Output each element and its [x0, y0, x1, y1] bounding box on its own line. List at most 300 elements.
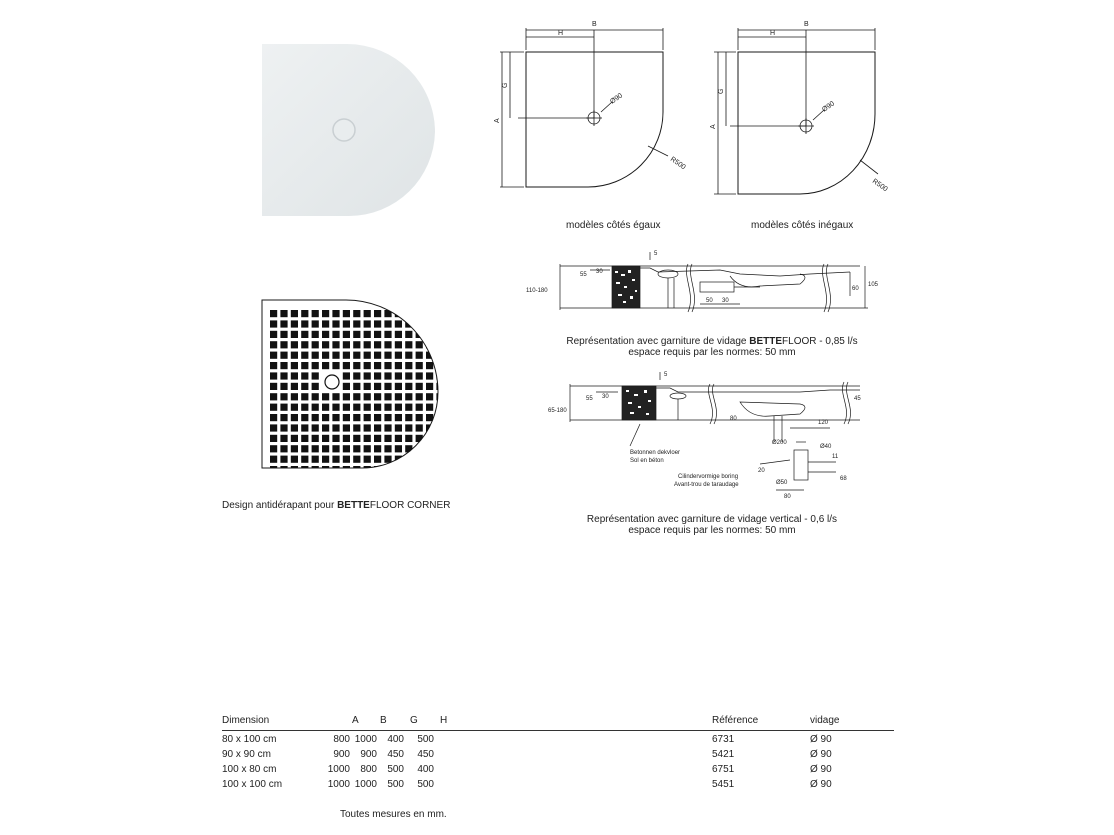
header-rule	[222, 730, 894, 731]
dim-5: 5	[664, 372, 668, 378]
antislip-square	[426, 414, 433, 421]
antislip-square	[416, 404, 423, 411]
table-cell-dimension: 90 x 90 cm	[222, 749, 271, 760]
antislip-square	[384, 320, 391, 327]
table-note: Toutes mesures en mm.	[340, 809, 447, 820]
caption-section-bettefloor: Représentation avec garniture de vidage BETTEFLOOR - 0,85 l/s espace requis par les normes: 50 mm	[566, 336, 858, 358]
antislip-square	[343, 310, 350, 317]
antislip-square	[301, 362, 308, 369]
antislip-square	[280, 372, 287, 379]
antislip-square	[291, 331, 298, 338]
antislip-square	[291, 320, 298, 327]
antislip-square	[312, 435, 319, 442]
antislip-square	[426, 383, 433, 390]
antislip-square	[332, 435, 339, 442]
antislip-square	[426, 310, 433, 317]
table-cell-a: 1000	[327, 779, 350, 790]
antislip-square	[416, 393, 423, 400]
dim-d40: Ø40	[820, 444, 832, 450]
antislip-square	[426, 372, 433, 379]
antislip-square	[436, 466, 443, 473]
antislip-square	[291, 352, 298, 359]
antislip-square	[343, 456, 350, 463]
antislip-square	[364, 435, 371, 442]
antislip-square	[426, 320, 433, 327]
antislip-square	[384, 372, 391, 379]
antislip-square	[436, 320, 443, 327]
antislip-square	[405, 341, 412, 348]
antislip-square	[395, 341, 402, 348]
dim-80b: 80	[784, 494, 791, 500]
antislip-square	[374, 383, 381, 390]
table-cell-b: 900	[360, 749, 377, 760]
antislip-square	[312, 466, 319, 473]
antislip-square	[405, 372, 412, 379]
antislip-square	[364, 320, 371, 327]
antislip-square	[332, 393, 339, 400]
dim-60: 60	[852, 286, 859, 292]
antislip-square	[270, 414, 277, 421]
plan-equal-sides	[488, 14, 698, 214]
antislip-square	[291, 435, 298, 442]
antislip-square	[301, 456, 308, 463]
antislip-square	[353, 383, 360, 390]
antislip-square	[332, 445, 339, 452]
dim-5: 5	[654, 251, 658, 257]
antislip-square	[312, 352, 319, 359]
antislip-square	[416, 320, 423, 327]
dim-radius-label: R500	[668, 155, 687, 172]
dim-g-label: G	[718, 88, 725, 94]
antislip-square	[395, 466, 402, 473]
dim-d50: Ø50	[776, 480, 788, 486]
table-cell-dimension: 80 x 100 cm	[222, 734, 277, 745]
antislip-square	[416, 341, 423, 348]
antislip-square	[436, 435, 443, 442]
antislip-square	[384, 383, 391, 390]
product-photo	[262, 44, 437, 218]
antislip-square	[374, 456, 381, 463]
antislip-square	[395, 362, 402, 369]
antislip-square	[280, 445, 287, 452]
header-reference: Référence	[712, 715, 759, 726]
antislip-square	[332, 341, 339, 348]
antislip-square	[353, 320, 360, 327]
antislip-square	[280, 456, 287, 463]
antislip-square	[416, 310, 423, 317]
dim-120: 120	[818, 420, 829, 426]
antislip-square	[364, 352, 371, 359]
antislip-square	[353, 456, 360, 463]
antislip-square	[364, 331, 371, 338]
plan-unequal-sides	[700, 14, 900, 214]
antislip-square	[270, 341, 277, 348]
antislip-square	[322, 445, 329, 452]
antislip-square	[374, 404, 381, 411]
table-cell-g: 400	[387, 734, 404, 745]
antislip-square	[312, 383, 319, 390]
drain-icon	[333, 119, 355, 141]
section-drawing-vertical	[548, 368, 870, 504]
antislip-square	[395, 445, 402, 452]
antislip-square	[353, 424, 360, 431]
antislip-square	[291, 383, 298, 390]
header-b: B	[380, 715, 387, 726]
table-cell-dimension: 100 x 100 cm	[222, 779, 283, 790]
antislip-square	[270, 445, 277, 452]
antislip-square	[291, 372, 298, 379]
antislip-square	[416, 466, 423, 473]
dim-20: 20	[758, 468, 765, 474]
antislip-square	[405, 331, 412, 338]
antislip-square	[426, 435, 433, 442]
dim-105: 105	[868, 282, 879, 288]
antislip-square	[332, 331, 339, 338]
antislip-square	[416, 352, 423, 359]
table-cell-b: 1000	[354, 779, 377, 790]
antislip-square	[384, 435, 391, 442]
antislip-square	[301, 466, 308, 473]
antislip-square	[343, 320, 350, 327]
antislip-square	[322, 404, 329, 411]
caption-unequal-sides: modèles côtés inégaux	[751, 220, 854, 231]
antislip-square	[301, 393, 308, 400]
antislip-square	[322, 341, 329, 348]
antislip-square	[312, 341, 319, 348]
antislip-square	[416, 445, 423, 452]
table-cell-reference: 5421	[712, 749, 735, 760]
antislip-square	[291, 445, 298, 452]
caption-antislip: Design antidérapant pour BETTEFLOOR CORNER	[222, 500, 451, 511]
antislip-square	[374, 435, 381, 442]
antislip-square	[405, 466, 412, 473]
header-g: G	[410, 715, 418, 726]
antislip-square	[353, 404, 360, 411]
antislip-square	[280, 435, 287, 442]
dim-a-label: A	[710, 124, 717, 129]
antislip-square	[343, 424, 350, 431]
dim-45: 45	[854, 396, 861, 402]
antislip-square	[395, 331, 402, 338]
antislip-square	[353, 331, 360, 338]
caption-section-vertical: Représentation avec garniture de vidage vertical - 0,6 l/s espace requis par les normes: 50 mm	[586, 514, 838, 536]
antislip-square	[405, 456, 412, 463]
antislip-square	[353, 362, 360, 369]
antislip-square	[270, 466, 277, 473]
antislip-square	[374, 414, 381, 421]
dim-110-180: 110-180	[526, 288, 548, 294]
table-cell-vidage: Ø 90	[810, 779, 832, 790]
antislip-square	[312, 445, 319, 452]
antislip-square	[374, 362, 381, 369]
dim-55: 55	[586, 396, 593, 402]
antislip-square	[384, 352, 391, 359]
caption-equal-sides: modèles côtés égaux	[566, 220, 661, 231]
antislip-square	[270, 383, 277, 390]
antislip-square	[280, 424, 287, 431]
dim-55: 55	[580, 272, 587, 278]
antislip-square	[332, 414, 339, 421]
dim-30b: 30	[722, 298, 729, 304]
antislip-square	[301, 331, 308, 338]
dim-radius-label: R500	[870, 177, 889, 194]
antislip-square	[270, 352, 277, 359]
antislip-square	[384, 393, 391, 400]
antislip-square	[353, 435, 360, 442]
antislip-square	[312, 372, 319, 379]
antislip-square	[436, 393, 443, 400]
antislip-square	[343, 331, 350, 338]
antislip-square	[405, 362, 412, 369]
table-cell-vidage: Ø 90	[810, 749, 832, 760]
table-cell-g: 450	[387, 749, 404, 760]
table-cell-b: 800	[360, 764, 377, 775]
antislip-square	[426, 341, 433, 348]
antislip-square	[301, 352, 308, 359]
antislip-square	[322, 362, 329, 369]
antislip-square	[343, 414, 350, 421]
antislip-square	[374, 424, 381, 431]
antislip-square	[343, 393, 350, 400]
antislip-square	[270, 362, 277, 369]
antislip-square	[291, 404, 298, 411]
dim-30: 30	[596, 269, 603, 275]
antislip-square	[301, 445, 308, 452]
antislip-square	[322, 424, 329, 431]
antislip-square	[384, 456, 391, 463]
antislip-square	[416, 414, 423, 421]
antislip-square	[436, 424, 443, 431]
antislip-square	[384, 445, 391, 452]
antislip-square	[405, 393, 412, 400]
antislip-square	[374, 352, 381, 359]
antislip-square	[332, 404, 339, 411]
antislip-square	[364, 456, 371, 463]
antislip-square	[280, 404, 287, 411]
table-cell-reference: 6751	[712, 764, 735, 775]
dim-h-label: H	[770, 30, 776, 37]
antislip-square	[270, 456, 277, 463]
antislip-square	[374, 341, 381, 348]
section-drawing-bettefloor	[526, 246, 880, 326]
dim-diameter-label: Ø90	[609, 92, 624, 106]
antislip-square	[322, 414, 329, 421]
antislip-square	[270, 393, 277, 400]
antislip-square	[405, 414, 412, 421]
label-bore-nl: Cilindervormige boring	[678, 474, 739, 480]
antislip-square	[270, 331, 277, 338]
antislip-square	[280, 331, 287, 338]
dim-11: 11	[832, 454, 839, 460]
antislip-square	[364, 341, 371, 348]
antislip-square	[395, 424, 402, 431]
antislip-square	[405, 310, 412, 317]
antislip-square	[436, 456, 443, 463]
antislip-square	[280, 383, 287, 390]
antislip-square	[353, 414, 360, 421]
antislip-square	[353, 341, 360, 348]
antislip-square	[301, 341, 308, 348]
antislip-square	[312, 456, 319, 463]
dim-b-label: B	[804, 21, 809, 28]
antislip-square	[364, 393, 371, 400]
antislip-square	[280, 341, 287, 348]
antislip-square	[426, 466, 433, 473]
antislip-square	[374, 320, 381, 327]
antislip-square	[416, 362, 423, 369]
table-cell-h: 450	[417, 749, 434, 760]
dim-diameter-label: Ø90	[821, 100, 836, 114]
antislip-square	[364, 362, 371, 369]
antislip-square	[374, 310, 381, 317]
antislip-square	[270, 404, 277, 411]
antislip-square	[280, 414, 287, 421]
antislip-square	[436, 383, 443, 390]
antislip-square	[353, 310, 360, 317]
antislip-square	[280, 393, 287, 400]
antislip-square	[291, 310, 298, 317]
antislip-square	[332, 310, 339, 317]
antislip-square	[405, 352, 412, 359]
antislip-square	[395, 320, 402, 327]
antislip-square	[436, 341, 443, 348]
dim-30: 30	[602, 394, 609, 400]
antislip-square	[312, 424, 319, 431]
header-vidage: vidage	[810, 715, 840, 726]
antislip-square	[312, 331, 319, 338]
antislip-square	[322, 393, 329, 400]
antislip-square	[291, 466, 298, 473]
antislip-square	[416, 372, 423, 379]
antislip-square	[280, 310, 287, 317]
dim-50: 50	[706, 298, 713, 304]
antislip-square	[301, 320, 308, 327]
table-cell-reference: 6731	[712, 734, 735, 745]
header-h: H	[440, 715, 448, 726]
antislip-square	[270, 424, 277, 431]
antislip-square	[322, 352, 329, 359]
antislip-square	[364, 424, 371, 431]
dim-65-180: 65-180	[548, 408, 567, 414]
antislip-square	[270, 435, 277, 442]
antislip-square	[426, 362, 433, 369]
antislip-square	[332, 352, 339, 359]
antislip-square	[374, 393, 381, 400]
antislip-square	[291, 393, 298, 400]
table-cell-g: 500	[387, 779, 404, 790]
antislip-square	[322, 435, 329, 442]
antislip-square	[364, 414, 371, 421]
antislip-square	[332, 362, 339, 369]
antislip-square	[395, 352, 402, 359]
dim-a-label: A	[494, 118, 501, 123]
header-a: A	[352, 715, 359, 726]
table-cell-a: 900	[333, 749, 350, 760]
antislip-square	[384, 404, 391, 411]
antislip-square	[270, 310, 277, 317]
antislip-pattern	[262, 300, 438, 468]
antislip-square	[312, 404, 319, 411]
antislip-square	[364, 445, 371, 452]
antislip-square	[312, 310, 319, 317]
antislip-square	[384, 331, 391, 338]
antislip-square	[395, 372, 402, 379]
antislip-square	[312, 393, 319, 400]
antislip-square	[405, 383, 412, 390]
antislip-square	[426, 331, 433, 338]
table-cell-vidage: Ø 90	[810, 764, 832, 775]
antislip-square	[436, 352, 443, 359]
antislip-square	[301, 424, 308, 431]
antislip-square	[364, 466, 371, 473]
antislip-square	[364, 383, 371, 390]
table-cell-h: 500	[417, 734, 434, 745]
antislip-square	[343, 435, 350, 442]
antislip-square	[384, 341, 391, 348]
table-cell-dimension: 100 x 80 cm	[222, 764, 277, 775]
antislip-square	[384, 362, 391, 369]
antislip-square	[353, 352, 360, 359]
antislip-square	[332, 320, 339, 327]
antislip-square	[343, 352, 350, 359]
antislip-square	[332, 424, 339, 431]
antislip-square	[280, 320, 287, 327]
antislip-square	[426, 393, 433, 400]
dim-68: 68	[840, 476, 847, 482]
table-cell-h: 400	[417, 764, 434, 775]
antislip-square	[436, 414, 443, 421]
antislip-square	[291, 362, 298, 369]
antislip-square	[405, 424, 412, 431]
antislip-square	[322, 310, 329, 317]
antislip-square	[426, 456, 433, 463]
antislip-square	[291, 424, 298, 431]
table-cell-h: 500	[417, 779, 434, 790]
table-cell-b: 1000	[354, 734, 377, 745]
dim-d200: Ø200	[772, 440, 787, 446]
antislip-square	[301, 435, 308, 442]
antislip-square	[322, 466, 329, 473]
antislip-square	[343, 372, 350, 379]
antislip-square	[312, 414, 319, 421]
antislip-square	[395, 393, 402, 400]
dim-b-label: B	[592, 21, 597, 28]
antislip-square	[312, 320, 319, 327]
table-cell-g: 500	[387, 764, 404, 775]
antislip-square	[291, 414, 298, 421]
antislip-square	[353, 445, 360, 452]
antislip-square	[364, 404, 371, 411]
antislip-square	[436, 445, 443, 452]
dimensions-table	[222, 715, 894, 795]
antislip-square	[301, 414, 308, 421]
antislip-square	[384, 424, 391, 431]
antislip-square	[301, 310, 308, 317]
antislip-square	[374, 331, 381, 338]
antislip-square	[395, 383, 402, 390]
dim-g-label: G	[502, 82, 509, 88]
antislip-square	[374, 445, 381, 452]
antislip-square	[343, 383, 350, 390]
antislip-square	[291, 341, 298, 348]
antislip-square	[332, 456, 339, 463]
table-cell-reference: 5451	[712, 779, 735, 790]
antislip-square	[426, 445, 433, 452]
antislip-square	[436, 310, 443, 317]
antislip-square	[301, 372, 308, 379]
antislip-square	[343, 404, 350, 411]
antislip-square	[301, 404, 308, 411]
